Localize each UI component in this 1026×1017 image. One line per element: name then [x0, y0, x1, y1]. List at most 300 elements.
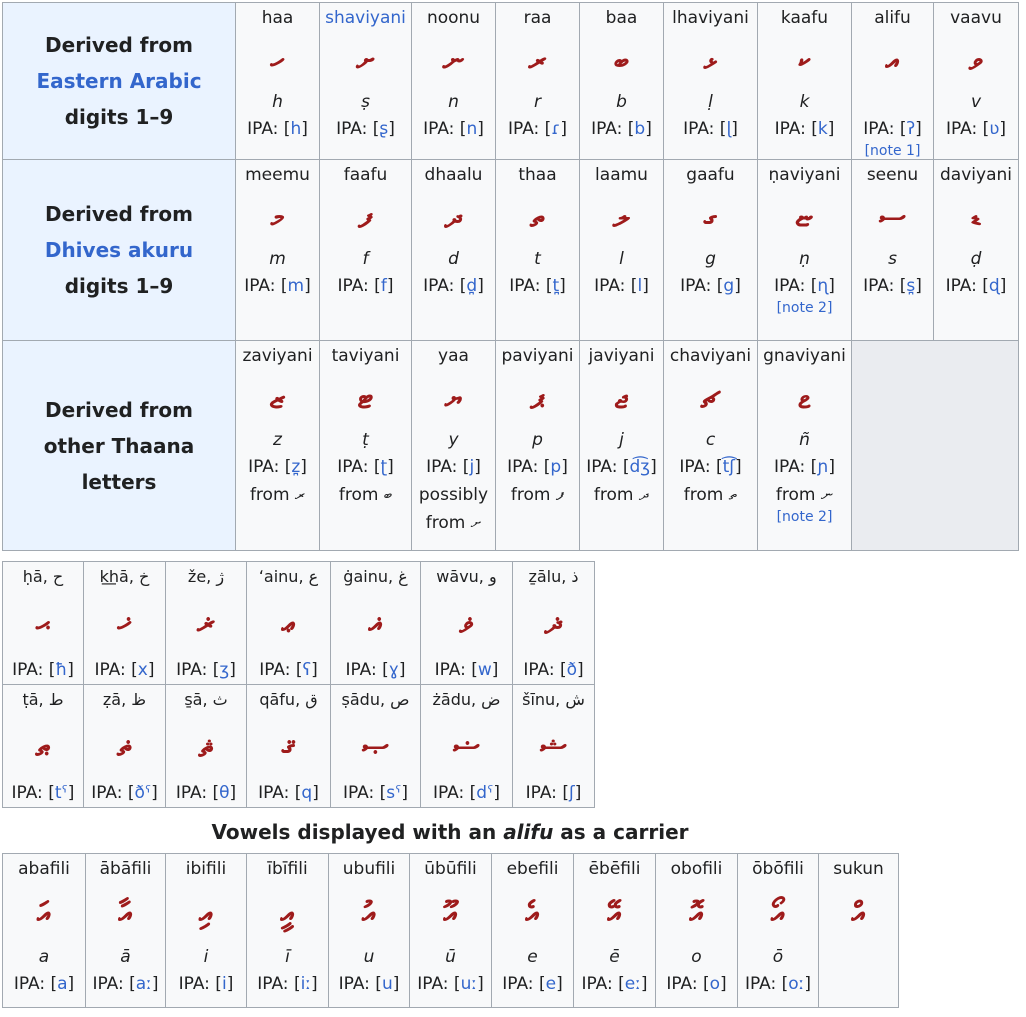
thaana-glyph: ކ: [798, 43, 811, 78]
transliteration: ḷ: [708, 92, 713, 112]
thaana-glyph: ހ: [270, 43, 285, 78]
letter-cell: [513, 562, 595, 685]
letter-cell: [934, 3, 1019, 160]
transliteration: h: [272, 92, 283, 112]
ipa-prefix: IPA:: [679, 457, 711, 477]
letter-name: thaa: [518, 165, 557, 185]
vowel-name: obofili: [670, 859, 723, 879]
row-header-line: digits 1–9: [64, 105, 174, 129]
ipa-value-link[interactable]: q: [301, 783, 313, 803]
transliteration: ḍ: [970, 249, 982, 269]
ipa-value-link[interactable]: ʈ: [380, 457, 388, 477]
ipa-line: IPA: [ʂ]: [336, 119, 395, 139]
ipa-line: IPA: [eː]: [581, 974, 648, 994]
letter-cell: [236, 341, 320, 551]
transliteration: [852, 89, 933, 115]
ipa-prefix: IPA:: [12, 660, 44, 680]
vowel-glyph: އް: [851, 896, 866, 931]
ipa-value-link[interactable]: dˤ: [476, 783, 494, 803]
ipa-line: IPA: [ʋ]: [945, 119, 1007, 139]
ipa-prefix: IPA:: [581, 974, 613, 994]
derived-from-line: [664, 481, 757, 509]
caption-middle: displayed with an: [290, 820, 504, 844]
ipa-value-link[interactable]: o: [709, 974, 721, 994]
ipa-value-link[interactable]: n: [466, 119, 478, 139]
ipa-line: IPA: [q]: [258, 783, 319, 803]
letter-cell: [331, 562, 421, 685]
thaana-glyph: ޑ: [970, 200, 982, 235]
transliteration: ō: [772, 947, 784, 967]
letter-name: vaavu: [950, 8, 1002, 28]
letter-name: baa: [605, 8, 638, 28]
table-row: [3, 854, 899, 1008]
footnote-link[interactable]: [note 2]: [776, 509, 833, 525]
thaana-glyph: ޞ: [362, 729, 389, 764]
ipa-prefix: IPA:: [257, 974, 289, 994]
ipa-prefix: IPA:: [434, 660, 466, 680]
ipa-prefix: IPA:: [591, 119, 623, 139]
source-glyph: ނ: [820, 485, 834, 505]
letter-name: żādu, ض: [432, 690, 501, 709]
vowel-cell: [329, 854, 410, 1008]
transliteration: b: [616, 92, 627, 112]
transliteration: c: [705, 430, 716, 450]
letter-name: yaa: [438, 346, 469, 366]
letter-name: javiyani: [588, 346, 655, 366]
transliteration: l: [619, 249, 624, 269]
thaana-glyph: ޣ: [368, 606, 383, 641]
ipa-prefix: IPA:: [176, 660, 208, 680]
ipa-line: IPA: [ʃ]: [525, 783, 582, 803]
ipa-line: IPA: [t̪]: [509, 276, 566, 296]
transliteration: f: [362, 249, 369, 269]
letter-name: chaviyani: [669, 346, 752, 366]
thaana-glyph: ޓ: [357, 381, 374, 416]
letter-cell: [247, 685, 331, 808]
derivation-note: possibly: [418, 485, 489, 505]
thaana-glyph: ޢ: [281, 606, 296, 641]
vowel-glyph: އޭ: [607, 896, 622, 931]
ipa-prefix: IPA:: [502, 974, 534, 994]
ipa-value-link[interactable]: ðˤ: [134, 783, 152, 803]
ipa-value-link[interactable]: aː: [135, 974, 152, 994]
ipa-value-link[interactable]: f: [380, 276, 387, 296]
ipa-prefix: IPA:: [342, 783, 375, 803]
thaana-glyph: ޕ: [530, 381, 545, 416]
vowel-glyph: އޯ: [770, 896, 786, 931]
ipa-value-link[interactable]: ɣ: [388, 660, 399, 680]
row-header-line: Derived from: [45, 397, 193, 422]
thaana-glyph: ޛ: [544, 606, 563, 641]
ipa-line: IPA: [w]: [434, 660, 499, 680]
transliteration: ṭ: [362, 430, 369, 450]
thaana-glyph: ޡ: [117, 729, 132, 764]
from-word: from: [593, 485, 634, 505]
ipa-line: IPA: [a]: [13, 974, 75, 994]
ipa-value-link[interactable]: ʒ: [219, 660, 230, 680]
letter-cell: [758, 160, 852, 341]
vowel-cell: [656, 854, 738, 1008]
ipa-value-link[interactable]: w: [477, 660, 492, 680]
ipa-prefix: IPA:: [259, 660, 291, 680]
ipa-value-link[interactable]: ɭ: [726, 119, 732, 139]
letter-name: paviyani: [501, 346, 574, 366]
ipa-prefix: IPA:: [423, 276, 455, 296]
letter-name: ḥā, ح: [22, 567, 64, 586]
letter-name: noonu: [426, 8, 481, 28]
letter-cell: [664, 3, 758, 160]
letter-cell: [580, 341, 664, 551]
vowel-glyph: އާ: [118, 896, 133, 931]
vowel-name: ebefili: [506, 859, 559, 879]
ipa-prefix: IPA:: [507, 457, 539, 477]
ipa-value-link[interactable]: z̪: [291, 457, 301, 477]
letter-name: qāfu, ق: [259, 690, 318, 709]
vowel-glyph: އެ: [525, 896, 540, 931]
ipa-line: IPA: [l]: [594, 276, 649, 296]
ipa-value-link[interactable]: tˤ: [54, 783, 68, 803]
letter-name: taviyani: [331, 346, 400, 366]
letter-cell: [84, 685, 166, 808]
ipa-value-link[interactable]: ʋ: [989, 119, 1000, 139]
transliteration: a: [38, 947, 50, 967]
source-glyph: ރ: [294, 485, 306, 505]
thaana-glyph: މ: [270, 200, 285, 235]
vowel-cell: [86, 854, 166, 1008]
ipa-line: IPA: [sˤ]: [342, 783, 409, 803]
source-glyph: ދ: [638, 485, 650, 505]
letter-name: gaafu: [686, 165, 735, 185]
vowel-name: ābāfili: [99, 859, 152, 879]
ipa-line: IPA: [g]: [680, 276, 741, 296]
vowel-name: sukun: [833, 859, 884, 879]
transliteration: s: [888, 249, 897, 269]
letter-name: zaviyani: [242, 346, 313, 366]
vowel-glyph: އޮ: [689, 896, 704, 931]
derived-from-line: [758, 481, 851, 509]
ipa-value-link[interactable]: oː: [788, 974, 805, 994]
thaana-glyph: ޅ: [703, 43, 718, 78]
ipa-prefix: IPA:: [426, 457, 458, 477]
source-glyph: ފ: [555, 485, 565, 505]
thaana-glyph: ރ: [528, 43, 547, 78]
ipa-line: IPA: [ð]: [523, 660, 584, 680]
ipa-line: IPA: [u]: [338, 974, 400, 994]
ipa-prefix: IPA:: [338, 974, 370, 994]
thaana-glyph: ށ: [356, 43, 375, 78]
ipa-value-link[interactable]: k: [817, 119, 828, 139]
ipa-value-link[interactable]: e: [545, 974, 557, 994]
ipa-prefix: IPA:: [248, 457, 280, 477]
thaana-glyph: ޜ: [197, 606, 215, 641]
vowel-cell: [819, 854, 899, 1008]
ipa-line: IPA: [ʈ]: [337, 457, 394, 477]
ipa-value-link[interactable]: s̪: [906, 276, 916, 296]
row-header-line[interactable]: Eastern Arabic: [36, 69, 202, 93]
ipa-value-link[interactable]: ɳ: [817, 276, 829, 296]
from-word: from: [338, 485, 379, 505]
vowel-glyph: އި: [198, 896, 214, 931]
table-row: [3, 160, 1019, 341]
letter-name: ġainu, غ: [343, 567, 408, 586]
ipa-prefix: IPA:: [258, 783, 290, 803]
ipa-line: IPA: [d̪]: [423, 276, 484, 296]
letter-name: meemu: [245, 165, 310, 185]
ipa-value-link[interactable]: j: [469, 457, 475, 477]
transliteration: z: [273, 430, 282, 450]
ipa-line: IPA: [θ]: [175, 783, 237, 803]
ipa-value-link[interactable]: ʃ: [568, 783, 575, 803]
transliteration: ṣ: [361, 92, 370, 112]
vowel-cell: [166, 854, 247, 1008]
letter-name: ʻainu, ع: [258, 567, 319, 586]
ipa-value-link[interactable]: ħ: [55, 660, 68, 680]
table-row: [3, 685, 595, 808]
ipa-value-link[interactable]: b: [634, 119, 646, 139]
ipa-prefix: IPA:: [345, 660, 377, 680]
row-header-line: other Thaana letters: [43, 433, 195, 494]
vowel-name: ūbūfili: [424, 859, 477, 879]
ipa-prefix: IPA:: [417, 974, 449, 994]
ipa-value-link[interactable]: ʕ: [302, 660, 312, 680]
row-header: [3, 160, 236, 341]
vowel-name: ōbōfili: [752, 859, 804, 879]
letter-cell: [412, 341, 496, 551]
letter-cell: [496, 341, 580, 551]
footnote-link[interactable]: [note 2]: [776, 300, 833, 316]
row-header: [3, 341, 236, 551]
arabic-loan-letters-table: [2, 561, 595, 808]
transliteration: r: [534, 92, 541, 112]
from-word: from: [425, 513, 466, 533]
ipa-line: IPA: [ɭ]: [683, 119, 738, 139]
letter-name[interactable]: shaviyani: [325, 8, 406, 28]
ipa-prefix: IPA:: [509, 276, 541, 296]
vowel-name: ēbēfili: [588, 859, 641, 879]
table-row: [3, 562, 595, 685]
transliteration: t: [534, 249, 541, 269]
transliteration: e: [527, 947, 538, 967]
thaana-glyph: ޱ: [798, 381, 811, 416]
ipa-line: IPA: [ʔ]: [863, 119, 922, 139]
ipa-value-link[interactable]: ʂ: [379, 119, 389, 139]
ipa-prefix: IPA:: [774, 276, 806, 296]
letter-cell: [496, 160, 580, 341]
vowel-cell: [574, 854, 656, 1008]
ipa-value-link[interactable]: ɖ: [988, 276, 1000, 296]
ipa-prefix: IPA:: [774, 119, 806, 139]
footnote-link[interactable]: [note 1]: [864, 143, 921, 159]
ipa-prefix: IPA:: [680, 276, 712, 296]
transliteration: ū: [445, 947, 456, 967]
ipa-prefix: IPA:: [337, 457, 369, 477]
ipa-line: IPA: [uː]: [417, 974, 484, 994]
ipa-value-link[interactable]: x: [137, 660, 148, 680]
ipa-prefix: IPA:: [523, 660, 555, 680]
ipa-line: IPA: [ɲ]: [774, 457, 835, 477]
ipa-prefix: IPA:: [683, 119, 715, 139]
transliteration: g: [705, 249, 716, 269]
letter-cell: [421, 562, 513, 685]
transliteration: p: [532, 430, 543, 450]
letter-name: laamu: [595, 165, 648, 185]
derived-from-line: [236, 481, 319, 509]
from-word: from: [510, 485, 551, 505]
thaana-glyph: ޚ: [117, 606, 132, 641]
ipa-value-link[interactable]: d̪: [466, 276, 478, 296]
ipa-value-link[interactable]: θ: [219, 783, 230, 803]
ipa-value-link[interactable]: t͡ʃ: [722, 457, 736, 477]
caption-alifu: alifu: [503, 820, 554, 844]
ipa-line: IPA: [ɣ]: [345, 660, 406, 680]
transliteration: ā: [120, 947, 131, 967]
ipa-line: IPA: [ʒ]: [176, 660, 236, 680]
ipa-value-link[interactable]: sˤ: [386, 783, 402, 803]
ipa-prefix: IPA:: [336, 119, 368, 139]
vowels-caption: [2, 820, 898, 844]
ipa-prefix: IPA:: [508, 119, 540, 139]
letter-name: k͟hā, خ: [99, 567, 150, 586]
ipa-line: IPA: [tˤ]: [11, 783, 75, 803]
letter-cell: [320, 160, 412, 341]
vowel-cell: [410, 854, 492, 1008]
source-glyph: ބ: [383, 485, 393, 505]
vowel-cell: [492, 854, 574, 1008]
letter-cell: [166, 685, 247, 808]
letter-cell: [513, 685, 595, 808]
derived-from-line: [320, 481, 411, 509]
letter-cell: [664, 341, 758, 551]
transliteration: o: [691, 947, 702, 967]
thaana-glyph: ނ: [442, 43, 465, 78]
letter-cell: [236, 160, 320, 341]
letter-cell: [412, 160, 496, 341]
letter-name: kaafu: [780, 8, 829, 28]
vowel-cell: [3, 854, 86, 1008]
ipa-value-link[interactable]: ʔ: [906, 119, 916, 139]
letter-cell: [580, 160, 664, 341]
row-header-line[interactable]: Dhives akuru: [44, 238, 194, 262]
transliteration: u: [363, 947, 375, 967]
from-word: from: [683, 485, 724, 505]
letter-cell: [664, 160, 758, 341]
ipa-line: IPA: [d͡ʒ]: [586, 457, 657, 477]
ipa-value-link[interactable]: ɲ: [817, 457, 829, 477]
ipa-line: IPA: [ɾ]: [508, 119, 567, 139]
ipa-value-link[interactable]: ð: [566, 660, 578, 680]
thaana-glyph: ގ: [703, 200, 718, 235]
caption-end: as a carrier: [553, 820, 689, 844]
letter-cell: [166, 562, 247, 685]
vowel-name: ībīfili: [267, 859, 308, 879]
ipa-prefix: IPA:: [91, 783, 123, 803]
ipa-value-link[interactable]: eː: [624, 974, 641, 994]
letter-name: ṣādu, ص: [341, 690, 410, 709]
letter-cell: [412, 3, 496, 160]
ipa-line: IPA: [o]: [666, 974, 727, 994]
ipa-value-link[interactable]: t̪: [552, 276, 560, 296]
ipa-prefix: IPA:: [337, 276, 369, 296]
vowel-glyph: އު: [361, 896, 377, 931]
vowel-glyph: އޫ: [443, 896, 458, 931]
letter-name: s̱ā, ث: [184, 690, 228, 709]
thaana-glyph: ޠ: [35, 729, 51, 764]
ipa-value-link[interactable]: i: [221, 974, 227, 994]
letter-name: ẓā, ظ: [102, 690, 147, 709]
ipa-line: IPA: [m]: [244, 276, 311, 296]
ipa-value-link[interactable]: l: [637, 276, 643, 296]
ipa-prefix: IPA:: [11, 783, 43, 803]
vowel-name: ubufili: [342, 859, 396, 879]
ipa-value-link[interactable]: h: [290, 119, 302, 139]
thaana-glyph: ތ: [530, 200, 545, 235]
ipa-line: IPA: [ɳ]: [774, 276, 835, 296]
ipa-line: IPA: [z̪]: [248, 457, 307, 477]
ipa-value-link[interactable]: p: [550, 457, 562, 477]
letter-name: šīnu, ش: [522, 690, 585, 709]
thaana-glyph: ޝ: [540, 729, 567, 764]
thaana-glyph: ލ: [612, 200, 631, 235]
ipa-value-link[interactable]: d͡ʒ: [629, 457, 651, 477]
ipa-value-link[interactable]: g: [723, 276, 735, 296]
ipa-line: IPA: [j]: [426, 457, 481, 477]
ipa-line: IPA: [aː]: [92, 974, 159, 994]
transliteration: k: [799, 92, 810, 112]
letter-cell: [320, 3, 412, 160]
ipa-line: IPA: [n]: [423, 119, 484, 139]
ipa-value-link[interactable]: ɾ: [551, 119, 561, 139]
ipa-value-link[interactable]: iː: [300, 974, 312, 994]
ipa-value-link[interactable]: m: [287, 276, 305, 296]
row-header-line: Derived from: [45, 202, 193, 226]
thaana-glyph: ޥ: [459, 606, 474, 641]
from-word: from: [249, 485, 290, 505]
caption-vowels-word: Vowels: [211, 820, 291, 844]
ipa-prefix: IPA:: [13, 974, 46, 994]
source-glyph: ށ: [470, 513, 482, 533]
letter-name: haa: [261, 8, 294, 28]
thaana-glyph: ޔ: [444, 381, 463, 416]
ipa-prefix: IPA:: [945, 119, 978, 139]
ipa-prefix: IPA:: [863, 276, 895, 296]
ipa-prefix: IPA:: [244, 276, 276, 296]
letter-cell: [758, 341, 852, 551]
ipa-line: IPA: [s̪]: [863, 276, 922, 296]
transliteration: y: [448, 430, 459, 450]
letter-cell: [247, 562, 331, 685]
ipa-value-link[interactable]: a: [57, 974, 68, 994]
letter-name: ẕālu, ذ: [528, 567, 579, 586]
source-glyph: ތ: [728, 485, 738, 505]
thaana-glyph: ޙ: [35, 606, 51, 641]
ipa-line: IPA: [i]: [178, 974, 234, 994]
from-word: from: [775, 485, 816, 505]
ipa-prefix: IPA:: [175, 783, 208, 803]
letter-name: raa: [523, 8, 552, 28]
ipa-value-link[interactable]: uː: [460, 974, 478, 994]
ipa-line: IPA: [h]: [247, 119, 308, 139]
ipa-prefix: IPA:: [525, 783, 557, 803]
ipa-value-link[interactable]: u: [381, 974, 393, 994]
empty-cell: [852, 341, 1019, 551]
thaana-glyph: ޤ: [281, 729, 296, 764]
letter-name: faafu: [343, 165, 388, 185]
thaana-glyph: ސ: [879, 200, 906, 235]
row-header-line: Derived from: [45, 33, 193, 57]
letter-cell: [421, 685, 513, 808]
ipa-line: IPA: [t͡ʃ]: [679, 457, 742, 477]
letter-cell: [852, 3, 934, 160]
